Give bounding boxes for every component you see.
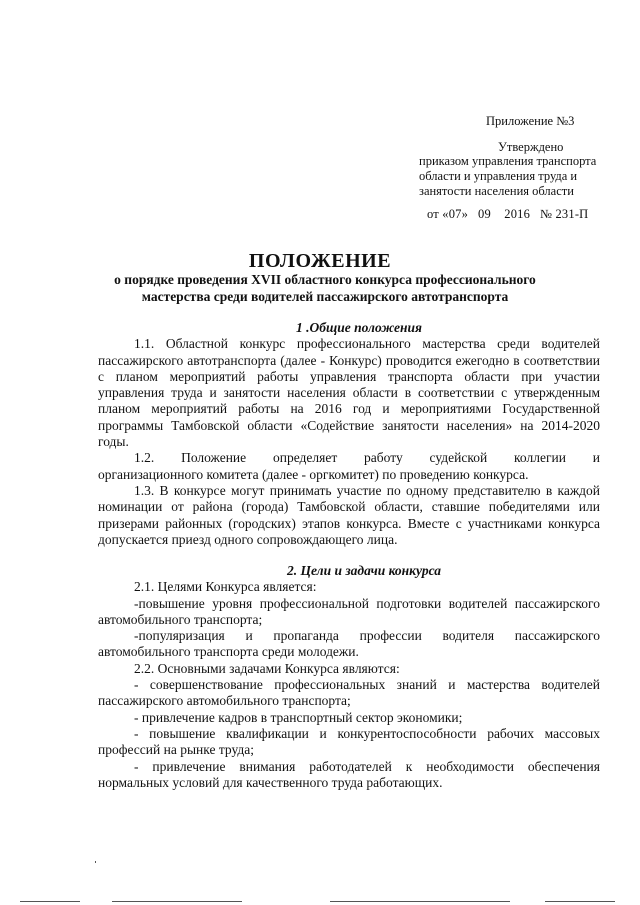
list-item: - повышение квалификации и конкурентоспособности рабочих массовых профессий на рынке труда; — [98, 725, 600, 758]
paragraph: 2.1. Целями Конкурса является: — [134, 579, 317, 595]
list-item: -популяризация и пропаганда профессии водителя пассажирского автомобильного транспорта среди молодежи. — [98, 628, 600, 660]
list-item: - привлечение внимания работодателей к необходимости обеспечения нормальных условий для качественного труда работающих. — [98, 758, 600, 790]
section-heading: 1 .Общие положения — [296, 320, 422, 335]
list-item: - привлечение кадров в транспортный сектор экономики; — [134, 709, 463, 725]
scan-artifact — [20, 901, 80, 902]
order-date-number: от «07» 09 2016 № 231-П — [427, 207, 589, 221]
document-subtitle — [60, 271, 590, 305]
scan-artifact — [95, 861, 96, 863]
section-heading: 2. Цели и задачи конкурса — [287, 563, 441, 578]
subtitle-line: о порядке проведения XVII областного конкурса профессионального — [114, 272, 536, 287]
paragraph: 2.2. Основными задачами Конкурса являются: — [134, 660, 400, 676]
section-goals-tasks — [98, 563, 600, 791]
scan-artifact — [330, 901, 510, 902]
appendix-number: Приложение №3 — [486, 114, 575, 128]
subtitle-line: мастерства среди водителей пассажирского автотранспорта — [141, 289, 509, 304]
approval-order-line: приказом управления транспорта — [419, 154, 597, 168]
approval-order-line: занятости населения области — [419, 184, 574, 198]
paragraph: 1.1. Областной конкурс профессионального мастерства среди водителей пассажирского автотранспорта (далее - Конкурс) проводится ежегодно в соответствии с планом мероприятий работы управления транспорта области при участии управления труда и занятости населения области в соответствии с утвержденным планом мероприятий работы на 2016 год и мероприятиями Государственной программы Тамбовской области «Содействие занятости населения» на 2014-2020 годы. — [98, 336, 600, 450]
paragraph: 1.3. В конкурсе могут принимать участие по одному представителю в каждой номинации от района (города) Тамбовской области, ставшие победителями или призерами районных (городских) этапов конкурса. Вместе с участниками конкурса допускается приезд одного сопровождающего лица. — [98, 482, 600, 547]
scan-artifact — [112, 901, 242, 902]
document-title: ПОЛОЖЕНИЕ — [248, 250, 392, 272]
approved-label: Утверждено — [498, 140, 564, 154]
approval-order-line: области и управления труда и — [419, 169, 578, 183]
section-general-provisions — [98, 320, 604, 548]
list-item: - совершенствование профессиональных знаний и мастерства водителей пассажирского автомобильного транспорта; — [98, 677, 600, 709]
paragraph: 1.2. Положение определяет работу судейской коллегии и организационного комитета (далее - оргкомитет) по проведению конкурса. — [98, 450, 604, 482]
list-item: -повышение уровня профессиональной подготовки водителей пассажирского автомобильного транспорта; — [98, 595, 600, 627]
scan-artifact — [545, 901, 615, 902]
approval-order — [419, 154, 596, 199]
